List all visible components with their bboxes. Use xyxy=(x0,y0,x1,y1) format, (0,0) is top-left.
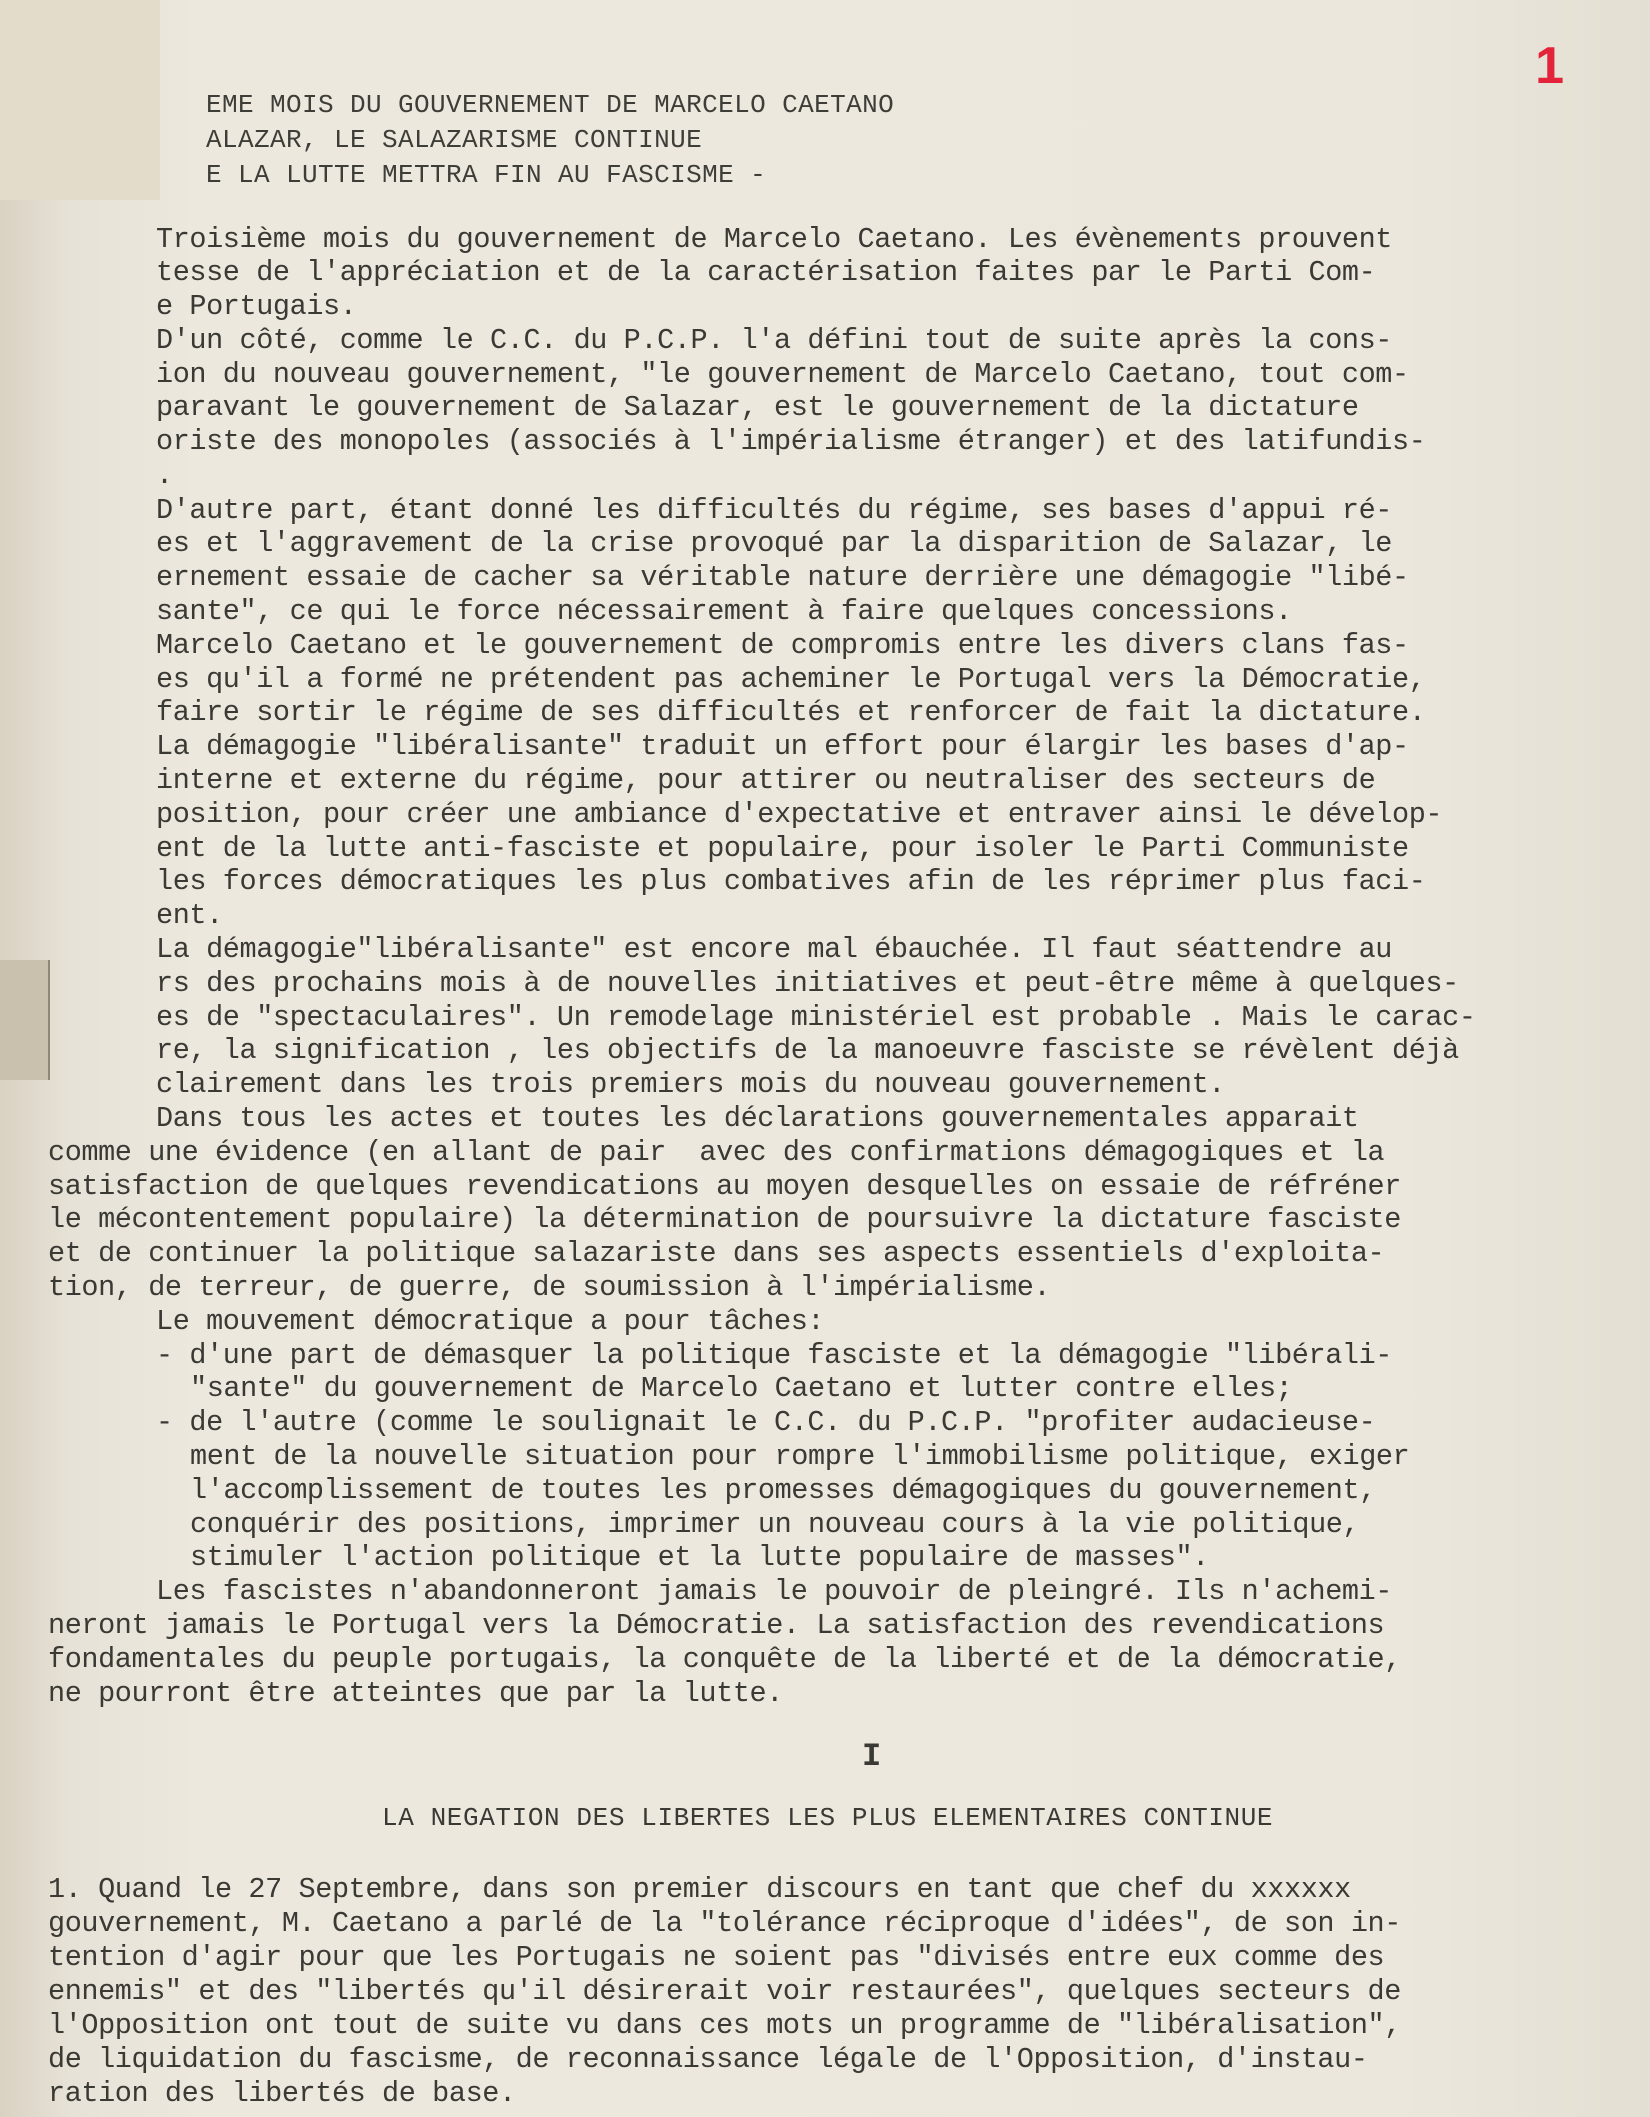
body-line: rs des prochains mois à de nouvelles initiatives et peut-être même à quelques- xyxy=(156,967,1459,1000)
section-line: ennemis" et des "libertés qu'il désirerait voir restaurées", quelques secteurs de xyxy=(48,1975,1401,2008)
body-line: conquérir des positions, imprimer un nouveau cours à la vie politique, xyxy=(190,1508,1360,1541)
body-line: le mécontentement populaire) la détermination de poursuivre la dictature fasciste xyxy=(48,1203,1401,1236)
body-line: D'un côté, comme le C.C. du P.C.P. l'a défini tout de suite après la cons- xyxy=(156,324,1393,357)
body-line: La démagogie "libéralisante" traduit un effort pour élargir les bases d'ap- xyxy=(156,730,1409,763)
section-line: ration des libertés de base. xyxy=(48,2077,516,2110)
body-line: tion, de terreur, de guerre, de soumission à l'impérialisme. xyxy=(48,1271,1051,1304)
body-line: re, la signification , les objectifs de la manoeuvre fasciste se révèlent déjà xyxy=(156,1034,1459,1067)
body-line: clairement dans les trois premiers mois du nouveau gouvernement. xyxy=(156,1068,1225,1101)
torn-corner xyxy=(0,0,160,200)
section-title: LA NEGATION DES LIBERTES LES PLUS ELEMENTAIRES CONTINUE xyxy=(382,1803,1274,1833)
body-line: sante", ce qui le force nécessairement à faire quelques concessions. xyxy=(156,595,1292,628)
body-line: l'accomplissement de toutes les promesses démagogiques du gouvernement, xyxy=(190,1474,1376,1507)
body-line: "sante" du gouvernement de Marcelo Caetano et lutter contre elles; xyxy=(190,1372,1293,1405)
section-line: gouvernement, M. Caetano a parlé de la "tolérance réciproque d'idées", de son in- xyxy=(48,1907,1401,1940)
body-line: satisfaction de quelques revendications au moyen desquelles on essaie de réfréner xyxy=(48,1170,1401,1203)
body-line: D'autre part, étant donné les difficultés du régime, ses bases d'appui ré- xyxy=(156,494,1393,527)
body-line: - d'une part de démasquer la politique fasciste et la démagogie "libérali- xyxy=(156,1339,1393,1372)
body-line: fondamentales du peuple portugais, la conquête de la liberté et de la démocratie, xyxy=(48,1643,1401,1676)
section-line: tention d'agir pour que les Portugais ne soient pas "divisés entre eux comme des xyxy=(48,1941,1385,1974)
body-line: e Portugais. xyxy=(156,290,357,323)
body-line: . xyxy=(156,459,173,492)
body-line: Marcelo Caetano et le gouvernement de compromis entre les divers clans fas- xyxy=(156,629,1409,662)
heading-line: E LA LUTTE METTRA FIN AU FASCISME - xyxy=(206,160,767,190)
body-line: et de continuer la politique salazariste dans ses aspects essentiels d'exploita- xyxy=(48,1237,1385,1270)
body-line: paravant le gouvernement de Salazar, est le gouvernement de la dictature xyxy=(156,391,1359,424)
body-line: Dans tous les actes et toutes les déclarations gouvernementales apparait xyxy=(156,1102,1359,1135)
body-line: les forces démocratiques les plus combatives afin de les réprimer plus faci- xyxy=(156,865,1426,898)
body-line: es de "spectaculaires". Un remodelage ministériel est probable . Mais le carac- xyxy=(156,1001,1476,1034)
body-line: position, pour créer une ambiance d'expectative et entraver ainsi le dévelop- xyxy=(156,798,1443,831)
body-line: es et l'aggravement de la crise provoqué par la disparition de Salazar, le xyxy=(156,527,1393,560)
body-line: Le mouvement démocratique a pour tâches: xyxy=(156,1305,825,1338)
body-line: neront jamais le Portugal vers la Démocratie. La satisfaction des revendications xyxy=(48,1609,1385,1642)
body-line: ent de la lutte anti-fasciste et populaire, pour isoler le Parti Communiste xyxy=(156,832,1409,865)
body-line: ent. xyxy=(156,899,223,932)
heading-line: EME MOIS DU GOUVERNEMENT DE MARCELO CAETANO xyxy=(206,90,895,120)
body-line: ernement essaie de cacher sa véritable nature derrière une démagogie "libé- xyxy=(156,561,1409,594)
body-line: interne et externe du régime, pour attirer ou neutraliser des secteurs de xyxy=(156,764,1376,797)
body-line: ne pourront être atteintes que par la lutte. xyxy=(48,1677,783,1710)
body-line: Troisième mois du gouvernement de Marcelo Caetano. Les évènements prouvent xyxy=(156,223,1393,256)
body-line: es qu'il a formé ne prétendent pas acheminer le Portugal vers la Démocratie, xyxy=(156,663,1426,696)
body-line: tesse de l'appréciation et de la caractérisation faites par le Parti Com- xyxy=(156,256,1376,289)
page-number: 1 xyxy=(1535,37,1564,95)
body-line: faire sortir le régime de ses difficultés et renforcer de fait la dictature. xyxy=(156,696,1426,729)
section-number: I xyxy=(862,1738,881,1775)
body-line: oriste des monopoles (associés à l'impérialisme étranger) et des latifundis- xyxy=(156,425,1426,458)
heading-line: ALAZAR, LE SALAZARISME CONTINUE xyxy=(206,125,703,155)
body-line: comme une évidence (en allant de pair avec des confirmations démagogiques et la xyxy=(48,1136,1385,1169)
body-line: Les fascistes n'abandonneront jamais le pouvoir de pleingré. Ils n'achemi- xyxy=(156,1575,1393,1608)
body-line: - de l'autre (comme le soulignait le C.C. du P.C.P. "profiter audacieuse- xyxy=(156,1406,1376,1439)
section-line: de liquidation du fascisme, de reconnaissance légale de l'Opposition, d'instau- xyxy=(48,2043,1368,2076)
torn-edge xyxy=(0,960,50,1080)
body-line: La démagogie"libéralisante" est encore mal ébauchée. Il faut séattendre au xyxy=(156,933,1393,966)
body-line: stimuler l'action politique et la lutte populaire de masses". xyxy=(190,1541,1209,1574)
section-line: l'Opposition ont tout de suite vu dans ces mots un programme de "libéralisation", xyxy=(48,2009,1401,2042)
body-line: ment de la nouvelle situation pour rompre l'immobilisme politique, exiger xyxy=(190,1440,1410,1473)
section-line: 1. Quand le 27 Septembre, dans son premier discours en tant que chef du xxxxxx xyxy=(48,1873,1351,1906)
body-line: ion du nouveau gouvernement, "le gouvernement de Marcelo Caetano, tout com- xyxy=(156,358,1409,391)
